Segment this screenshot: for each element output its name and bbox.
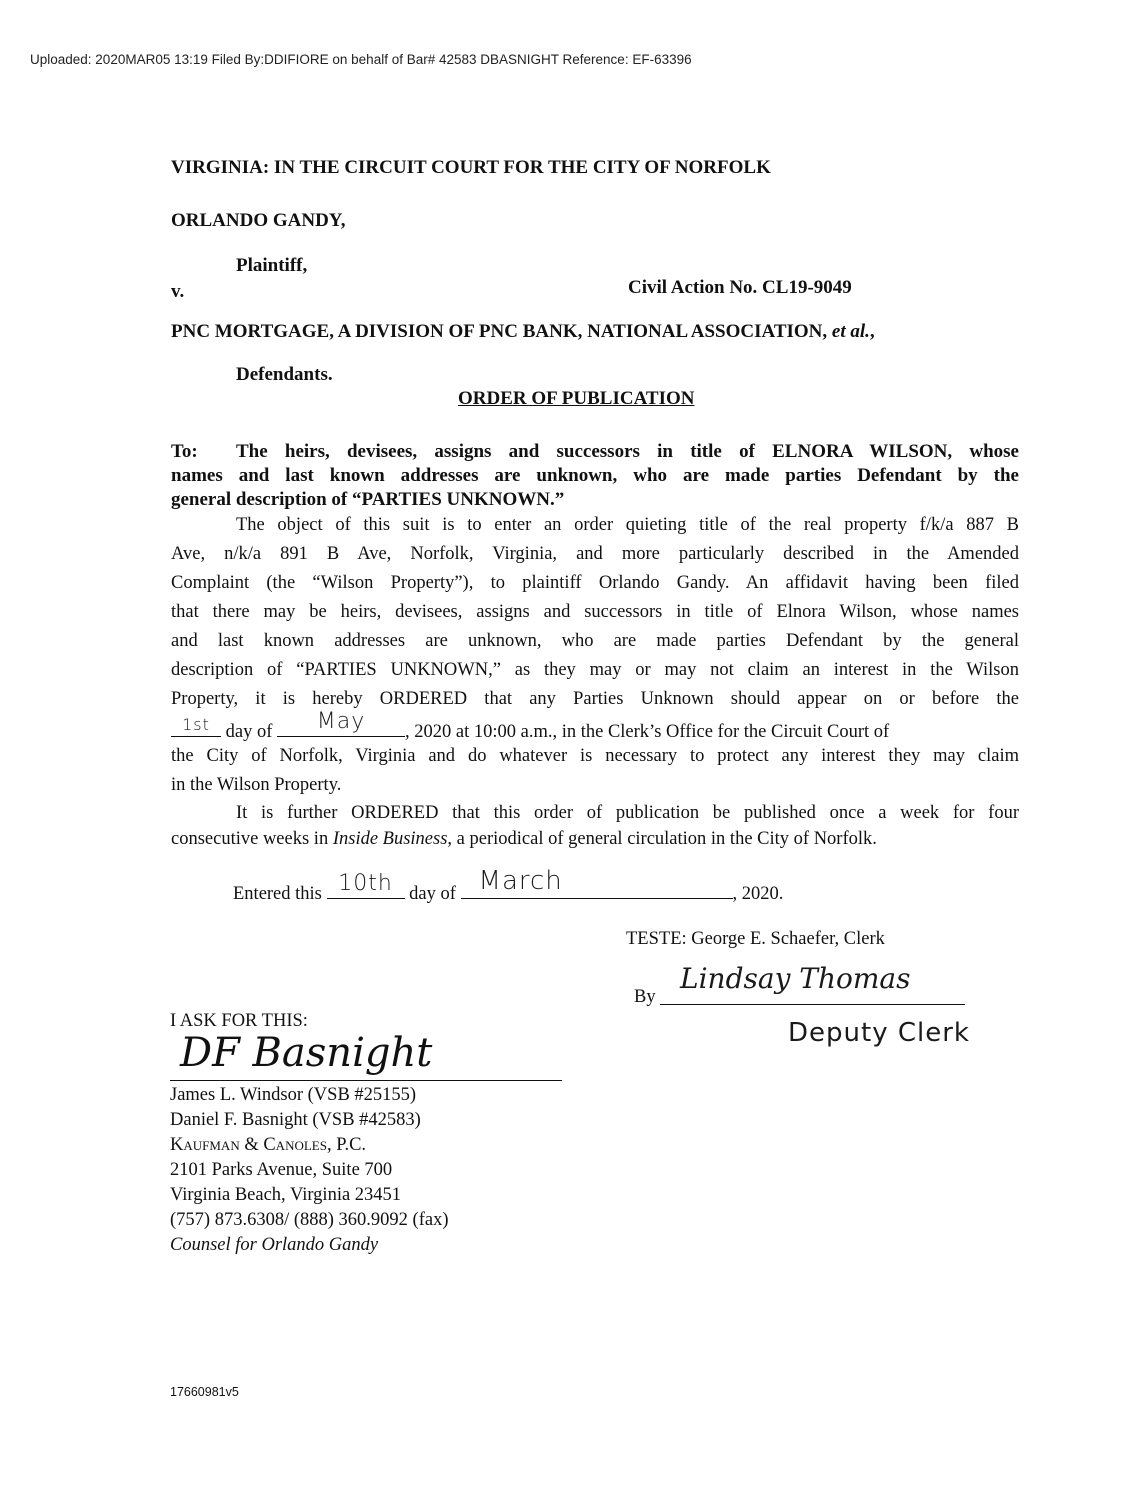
ask-for-this: I ASK FOR THIS: (170, 1011, 308, 1031)
court-caption: VIRGINIA: IN THE CIRCUIT COURT FOR THE CITY OF NORFOLK (171, 157, 771, 178)
defendant-et-al-comma: , (869, 321, 875, 342)
body-line-10: in the Wilson Property. (171, 775, 342, 795)
entered-label: Entered this (233, 884, 322, 904)
defendant-et-al: et al. (831, 321, 870, 342)
defendant-name (171, 321, 875, 343)
appear-rest: , 2020 at 10:00 a.m., in the Clerk’s Office for the Circuit Court of (405, 722, 890, 742)
entered-day-of: day of (409, 884, 456, 904)
counsel-line: Daniel F. Basnight (VSB #42583) (170, 1110, 421, 1130)
counsel-signature-line (170, 1080, 562, 1081)
entered-year: , 2020. (732, 884, 784, 904)
body-line: that there may be heirs, devisees, assigns and successors in title of Elnora Wilson, whose names (171, 602, 1019, 622)
body-line: and last known addresses are unknown, who are made parties Defendant by the general (171, 631, 1019, 651)
versus: v. (171, 281, 185, 302)
deputy-clerk-handwritten: Deputy Clerk (788, 1018, 970, 1048)
plaintiff-name: ORLANDO GANDY, (171, 210, 346, 231)
civil-action-number: Civil Action No. CL19-9049 (628, 277, 852, 298)
plaintiff-label: Plaintiff, (236, 255, 308, 276)
further-pre: consecutive weeks in (171, 829, 333, 849)
filing-header: Uploaded: 2020MAR05 13:19 Filed By:DDIFIORE on behalf of Bar# 42583 DBASNIGHT Reference: EF-63396 (30, 52, 692, 67)
by-label: By (634, 987, 656, 1007)
law-firm: Kaufman & Canoles, P.C. (170, 1135, 367, 1155)
counsel-line: (757) 873.6308/ (888) 360.9092 (fax) (170, 1210, 449, 1230)
entered-day-handwritten: 10th (338, 871, 393, 896)
counsel-line: Virginia Beach, Virginia 23451 (170, 1185, 402, 1205)
appear-day-of: day of (225, 722, 273, 742)
appear-month-handwritten: May (316, 709, 366, 734)
body-line: The object of this suit is to enter an order quieting title of the real property f/k/a 887 B (236, 515, 1019, 535)
counsel-line: James L. Windsor (VSB #25155) (170, 1085, 417, 1105)
counsel-line: 2101 Parks Avenue, Suite 700 (170, 1160, 393, 1180)
counsel-signature: DF Basnight (180, 1030, 433, 1076)
body-line-9: the City of Norfolk, Virginia and do whatever is necessary to protect any interest they may claim (171, 746, 1019, 766)
body-line: description of “PARTIES UNKNOWN,” as they may or may not claim an interest in the Wilson (171, 660, 1019, 680)
clerk-signature: Lindsay Thomas (680, 962, 911, 995)
counsel-for: Counsel for Orlando Gandy (170, 1235, 379, 1255)
further-ordered-line-1: It is further ORDERED that this order of publication be published once a week for four (236, 803, 1019, 823)
appearance-date-line (171, 709, 890, 743)
appear-day-handwritten: 1st (182, 715, 210, 734)
to-line-1: The heirs, devisees, assigns and successors in title of ELNORA WILSON, whose (236, 441, 1019, 462)
clerk-signature-line (660, 1004, 965, 1005)
defendant-name-text: PNC MORTGAGE, A DIVISION OF PNC BANK, NATIONAL ASSOCIATION, (171, 321, 828, 342)
defendants-label: Defendants. (236, 364, 333, 385)
publication-name: Inside Business (332, 829, 448, 849)
entered-day-field (327, 871, 405, 899)
entered-line (233, 866, 784, 905)
entered-month-field (461, 866, 733, 899)
appear-month-field (277, 709, 405, 737)
to-line-3: general description of “PARTIES UNKNOWN.” (171, 489, 565, 510)
body-line: Property, it is hereby ORDERED that any Parties Unknown should appear on or before the (171, 689, 1019, 709)
to-line-2: names and last known addresses are unknown, who are made parties Defendant by the (171, 465, 1019, 486)
further-ordered-line-2 (171, 829, 877, 850)
order-title: ORDER OF PUBLICATION (458, 388, 695, 409)
body-line: Complaint (the “Wilson Property”), to plaintiff Orlando Gandy. An affidavit having been filed (171, 573, 1019, 593)
teste-clerk: TESTE: George E. Schaefer, Clerk (626, 929, 885, 949)
appear-day-field (171, 716, 221, 737)
to-label: To: (171, 441, 198, 462)
entered-month-handwritten: March (478, 866, 563, 896)
body-line: Ave, n/k/a 891 B Ave, Norfolk, Virginia, and more particularly described in the Amended (171, 544, 1019, 564)
further-post: , a periodical of general circulation in the City of Norfolk. (447, 829, 877, 849)
document-id: 17660981v5 (170, 1385, 239, 1399)
